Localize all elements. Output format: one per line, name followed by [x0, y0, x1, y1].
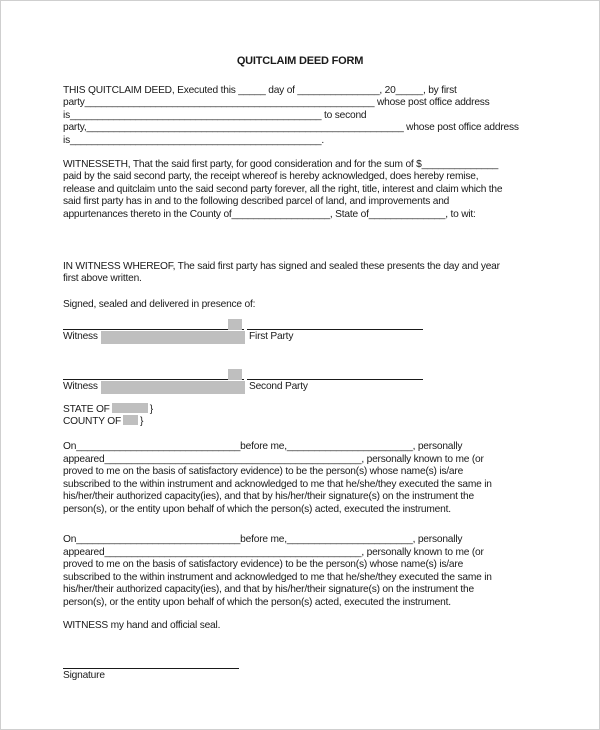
redacted-witness-name [101, 331, 245, 345]
notary-line: his/her/their authorized capacity(ies), and that by his/her/their signature(s) on the instrument the [63, 584, 474, 595]
opening-paragraph [63, 85, 569, 147]
in-witness-line: first above written. [63, 273, 142, 285]
notary-line: proved to me on the basis of satisfactory evidence) to be the person(s) whose name(s) is/are [63, 466, 464, 477]
opening-line: party_____________________________________________________ whose post office address [63, 97, 490, 109]
notary-line: appeared_______________________________________________, personally known to me (or [63, 546, 484, 558]
witness-row-second-party [63, 369, 569, 399]
witnesseth-line: WITNESSETH, That the said first party, for good consideration and for the sum of $______________ [63, 159, 499, 170]
notary-line: subscribed to the within instrument and acknowledged to me that he/she/they executed the same in [63, 571, 492, 583]
redaction-notch [228, 319, 242, 330]
witnesseth-line: release and quitclaim unto the said second party forever, all the right, title, interest and claim which the [63, 183, 503, 195]
notary-acknowledgment-1 [63, 441, 569, 516]
witnesseth-line: paid by the said second party, the receipt whereof is hereby acknowledged, does hereby remise, [63, 171, 479, 183]
notary-line: subscribed to the within instrument and acknowledged to me that he/she/they executed the same in [63, 478, 492, 490]
signature-block [63, 661, 569, 691]
notary-line: person(s), or the entity upon behalf of which the person(s) acted, executed the instrument. [63, 503, 451, 515]
notary-line: On______________________________before me,_______________________, personally [63, 534, 463, 545]
opening-line: is______________________________________________ to second [63, 109, 367, 121]
notary-line: proved to me on the basis of satisfactory evidence) to be the person(s) whose name(s) is/are [63, 559, 464, 570]
notary-line: On______________________________before me,_______________________, personally [63, 441, 463, 452]
county-of-row [63, 415, 569, 427]
redacted-county-name [123, 415, 138, 425]
presence-line: Signed, sealed and delivered in presence of: [63, 299, 256, 310]
opening-line: is______________________________________________. [63, 134, 325, 146]
state-county-block [63, 403, 569, 428]
redaction-notch [228, 369, 242, 380]
seal-line: WITNESS my hand and official seal. [63, 620, 221, 631]
notary-line: appeared_______________________________________________, personally known to me (or [63, 453, 484, 465]
notary-line: person(s), or the entity upon behalf of which the person(s) acted, executed the instrument. [63, 596, 451, 608]
notary-acknowledgment-2 [63, 534, 569, 609]
state-of-label: STATE OF [63, 404, 110, 415]
witnesseth-line: said first party has in and to the following described parcel of land, and improvements and [63, 196, 450, 208]
witnesseth-paragraph [63, 159, 569, 221]
signature-label: Signature [63, 670, 105, 681]
state-of-row [63, 403, 569, 415]
first-party-label: First Party [249, 331, 294, 342]
brace: } [149, 404, 153, 415]
brace: } [140, 416, 144, 428]
opening-line: THIS QUITCLAIM DEED, Executed this _____ day of _______________, 20_____, by first [63, 85, 457, 96]
witness-label: Witness [63, 381, 98, 392]
in-witness-line: IN WITNESS WHEREOF, The said first party has signed and sealed these presents the day and year [63, 261, 500, 272]
county-of-label: COUNTY OF [63, 416, 122, 428]
witness-label: Witness [63, 331, 98, 342]
in-witness-paragraph [63, 261, 569, 286]
redacted-witness-name [101, 381, 245, 395]
witness-row-first-party [63, 319, 569, 349]
document-title: QUITCLAIM DEED FORM [236, 55, 364, 67]
second-party-label: Second Party [249, 381, 308, 392]
notary-line: his/her/their authorized capacity(ies), and that by his/her/their signature(s) on the instrument the [63, 491, 474, 502]
witnesseth-line: appurtenances thereto in the County of__________________, State of______________, to wit: [63, 208, 476, 220]
opening-line: party,__________________________________________________________ whose post office address [63, 122, 519, 134]
redacted-state-name [112, 403, 148, 413]
